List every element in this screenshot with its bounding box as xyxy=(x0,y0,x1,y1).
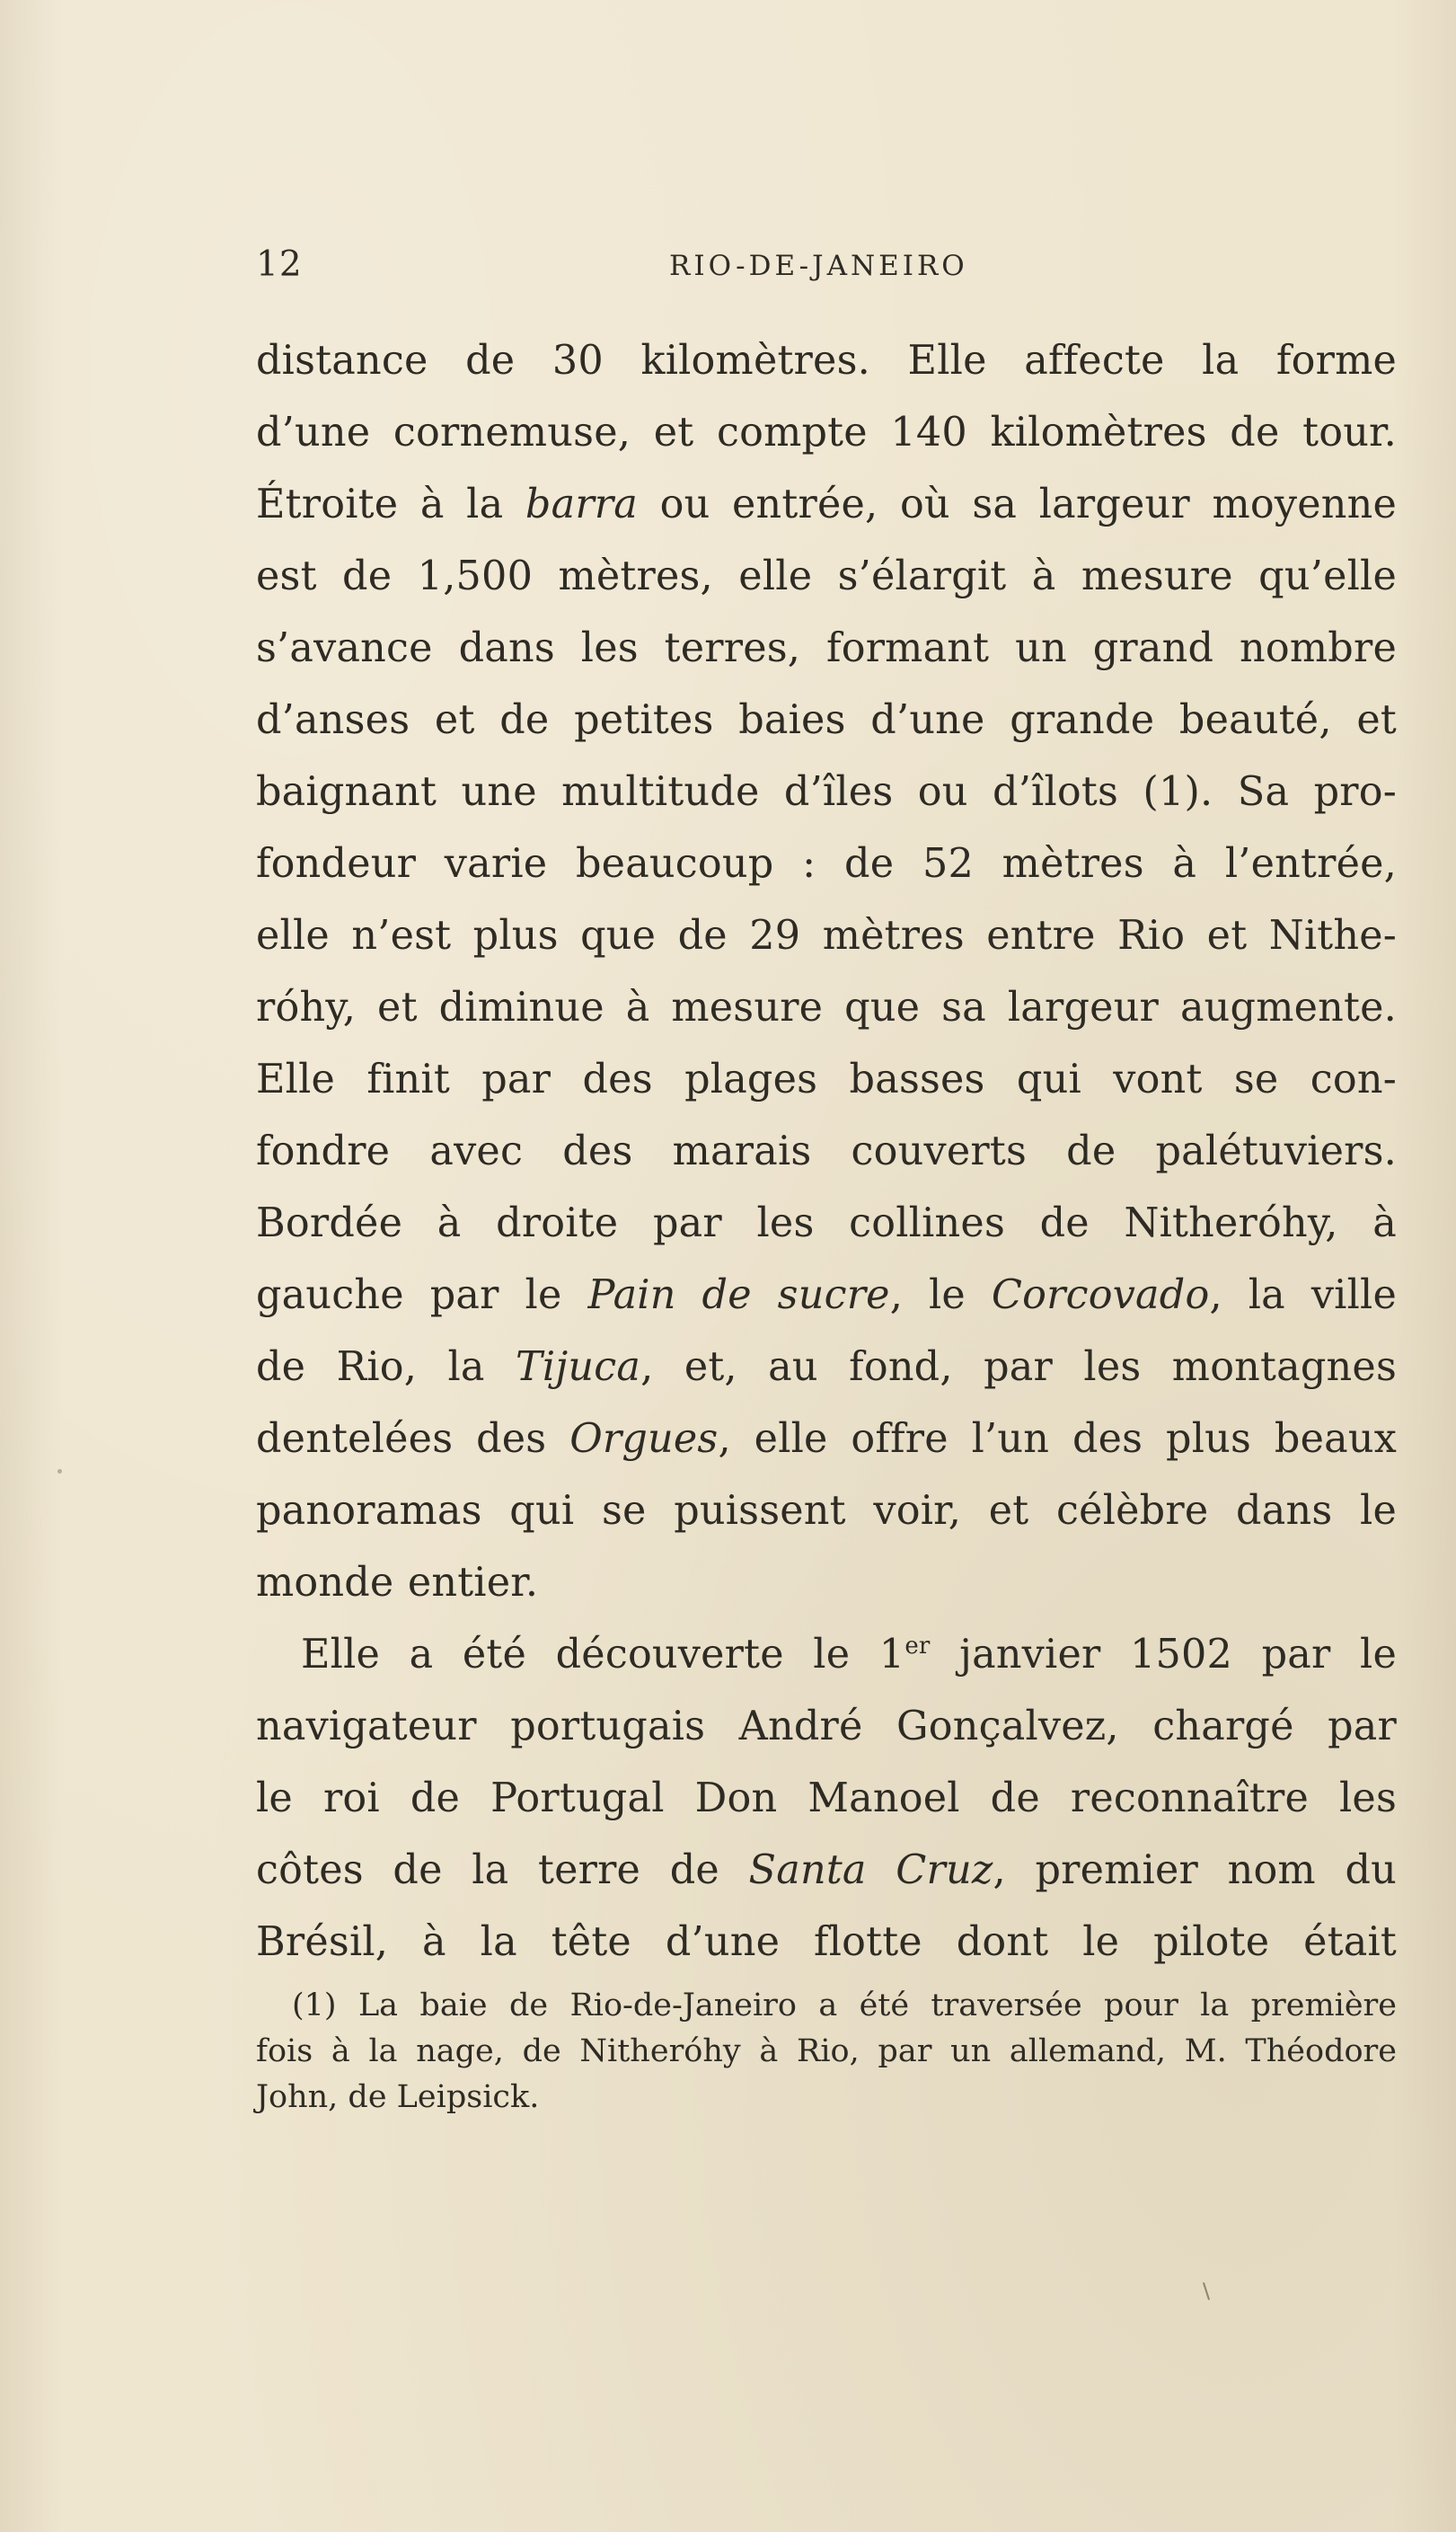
paper-speck xyxy=(57,1469,62,1474)
footnote-line: John, de Leipsick. xyxy=(256,2079,540,2115)
paragraph-start-line: Elle a été découverte le 1er janvier 1502 par le xyxy=(301,1632,1397,1678)
text-line: le roi de Portugal Don Manoel de reconnaître les xyxy=(256,1775,1397,1821)
text-line: dentelées des Orgues, elle offre l’un des plus beaux xyxy=(256,1416,1398,1462)
text-line: Bordée à droite par les collines de Nitheróhy, à xyxy=(256,1200,1397,1246)
paragraph-end-line: monde entier. xyxy=(256,1560,539,1606)
text-line: gauche par le Pain de sucre, le Corcovado, la ville xyxy=(256,1272,1398,1318)
text-line: est de 1,500 mètres, elle s’élargit à mesure qu’elle xyxy=(256,553,1397,599)
page-number: 12 xyxy=(256,244,303,285)
italic-term-corcovado: Corcovado xyxy=(991,1272,1210,1318)
text-line-footnote-ref: baignant une multitude d’îles ou d’îlots (1). Sa pro- xyxy=(256,769,1397,815)
text-line: Étroite à la barra ou entrée, où sa largeur moyenne xyxy=(256,482,1397,527)
text-line: d’une cornemuse, et compte 140 kilomètres de tour. xyxy=(256,410,1397,456)
italic-term-pain-de-sucre: Pain de sucre xyxy=(587,1272,890,1318)
text-line: Elle finit par des plages basses qui vont se con- xyxy=(256,1057,1397,1102)
text-line: d’anses et de petites baies d’une grande beauté, et xyxy=(256,697,1397,743)
paper-speck xyxy=(1203,2282,1210,2300)
text-line: s’avance dans les terres, formant un grand nombre xyxy=(256,625,1397,671)
text-line: fondeur varie beaucoup : de 52 mètres à l’entrée, xyxy=(256,841,1397,887)
running-header xyxy=(256,243,1397,288)
text-line: fondre avec des marais couverts de palétuviers. xyxy=(256,1129,1397,1174)
text-line: distance de 30 kilomètres. Elle affecte la forme xyxy=(256,338,1397,384)
text-line: de Rio, la Tijuca, et, au fond, par les montagnes xyxy=(256,1344,1397,1390)
text-line: panoramas qui se puissent voir, et célèbre dans le xyxy=(256,1488,1397,1534)
italic-term-santa-cruz: Santa Cruz xyxy=(748,1847,993,1893)
text-line: róhy, et diminue à mesure que sa largeur augmente. xyxy=(256,985,1397,1031)
text-line: Brésil, à la tête d’une flotte dont le pilote était xyxy=(256,1919,1397,1965)
footnote-line: (1) La baie de Rio-de-Janeiro a été traversée pour la première xyxy=(292,1988,1397,2023)
footnote-line: fois à la nage, de Nitheróhy à Rio, par un allemand, M. Théodore xyxy=(256,2033,1397,2069)
footnote xyxy=(256,1983,1397,2120)
body-text xyxy=(256,325,1397,1979)
text-line: navigateur portugais André Gonçalvez, chargé par xyxy=(256,1704,1397,1749)
italic-term-barra: barra xyxy=(525,482,638,527)
text-line: elle n’est plus que de 29 mètres entre Rio et Nithe- xyxy=(256,913,1397,959)
text-line: côtes de la terre de Santa Cruz, premier nom du xyxy=(256,1847,1397,1893)
italic-term-tijuca: Tijuca xyxy=(516,1344,641,1390)
ordinal-superscript: er xyxy=(904,1633,931,1660)
running-title: RIO-DE-JANEIRO xyxy=(669,250,968,282)
italic-term-orgues: Orgues xyxy=(569,1416,719,1462)
